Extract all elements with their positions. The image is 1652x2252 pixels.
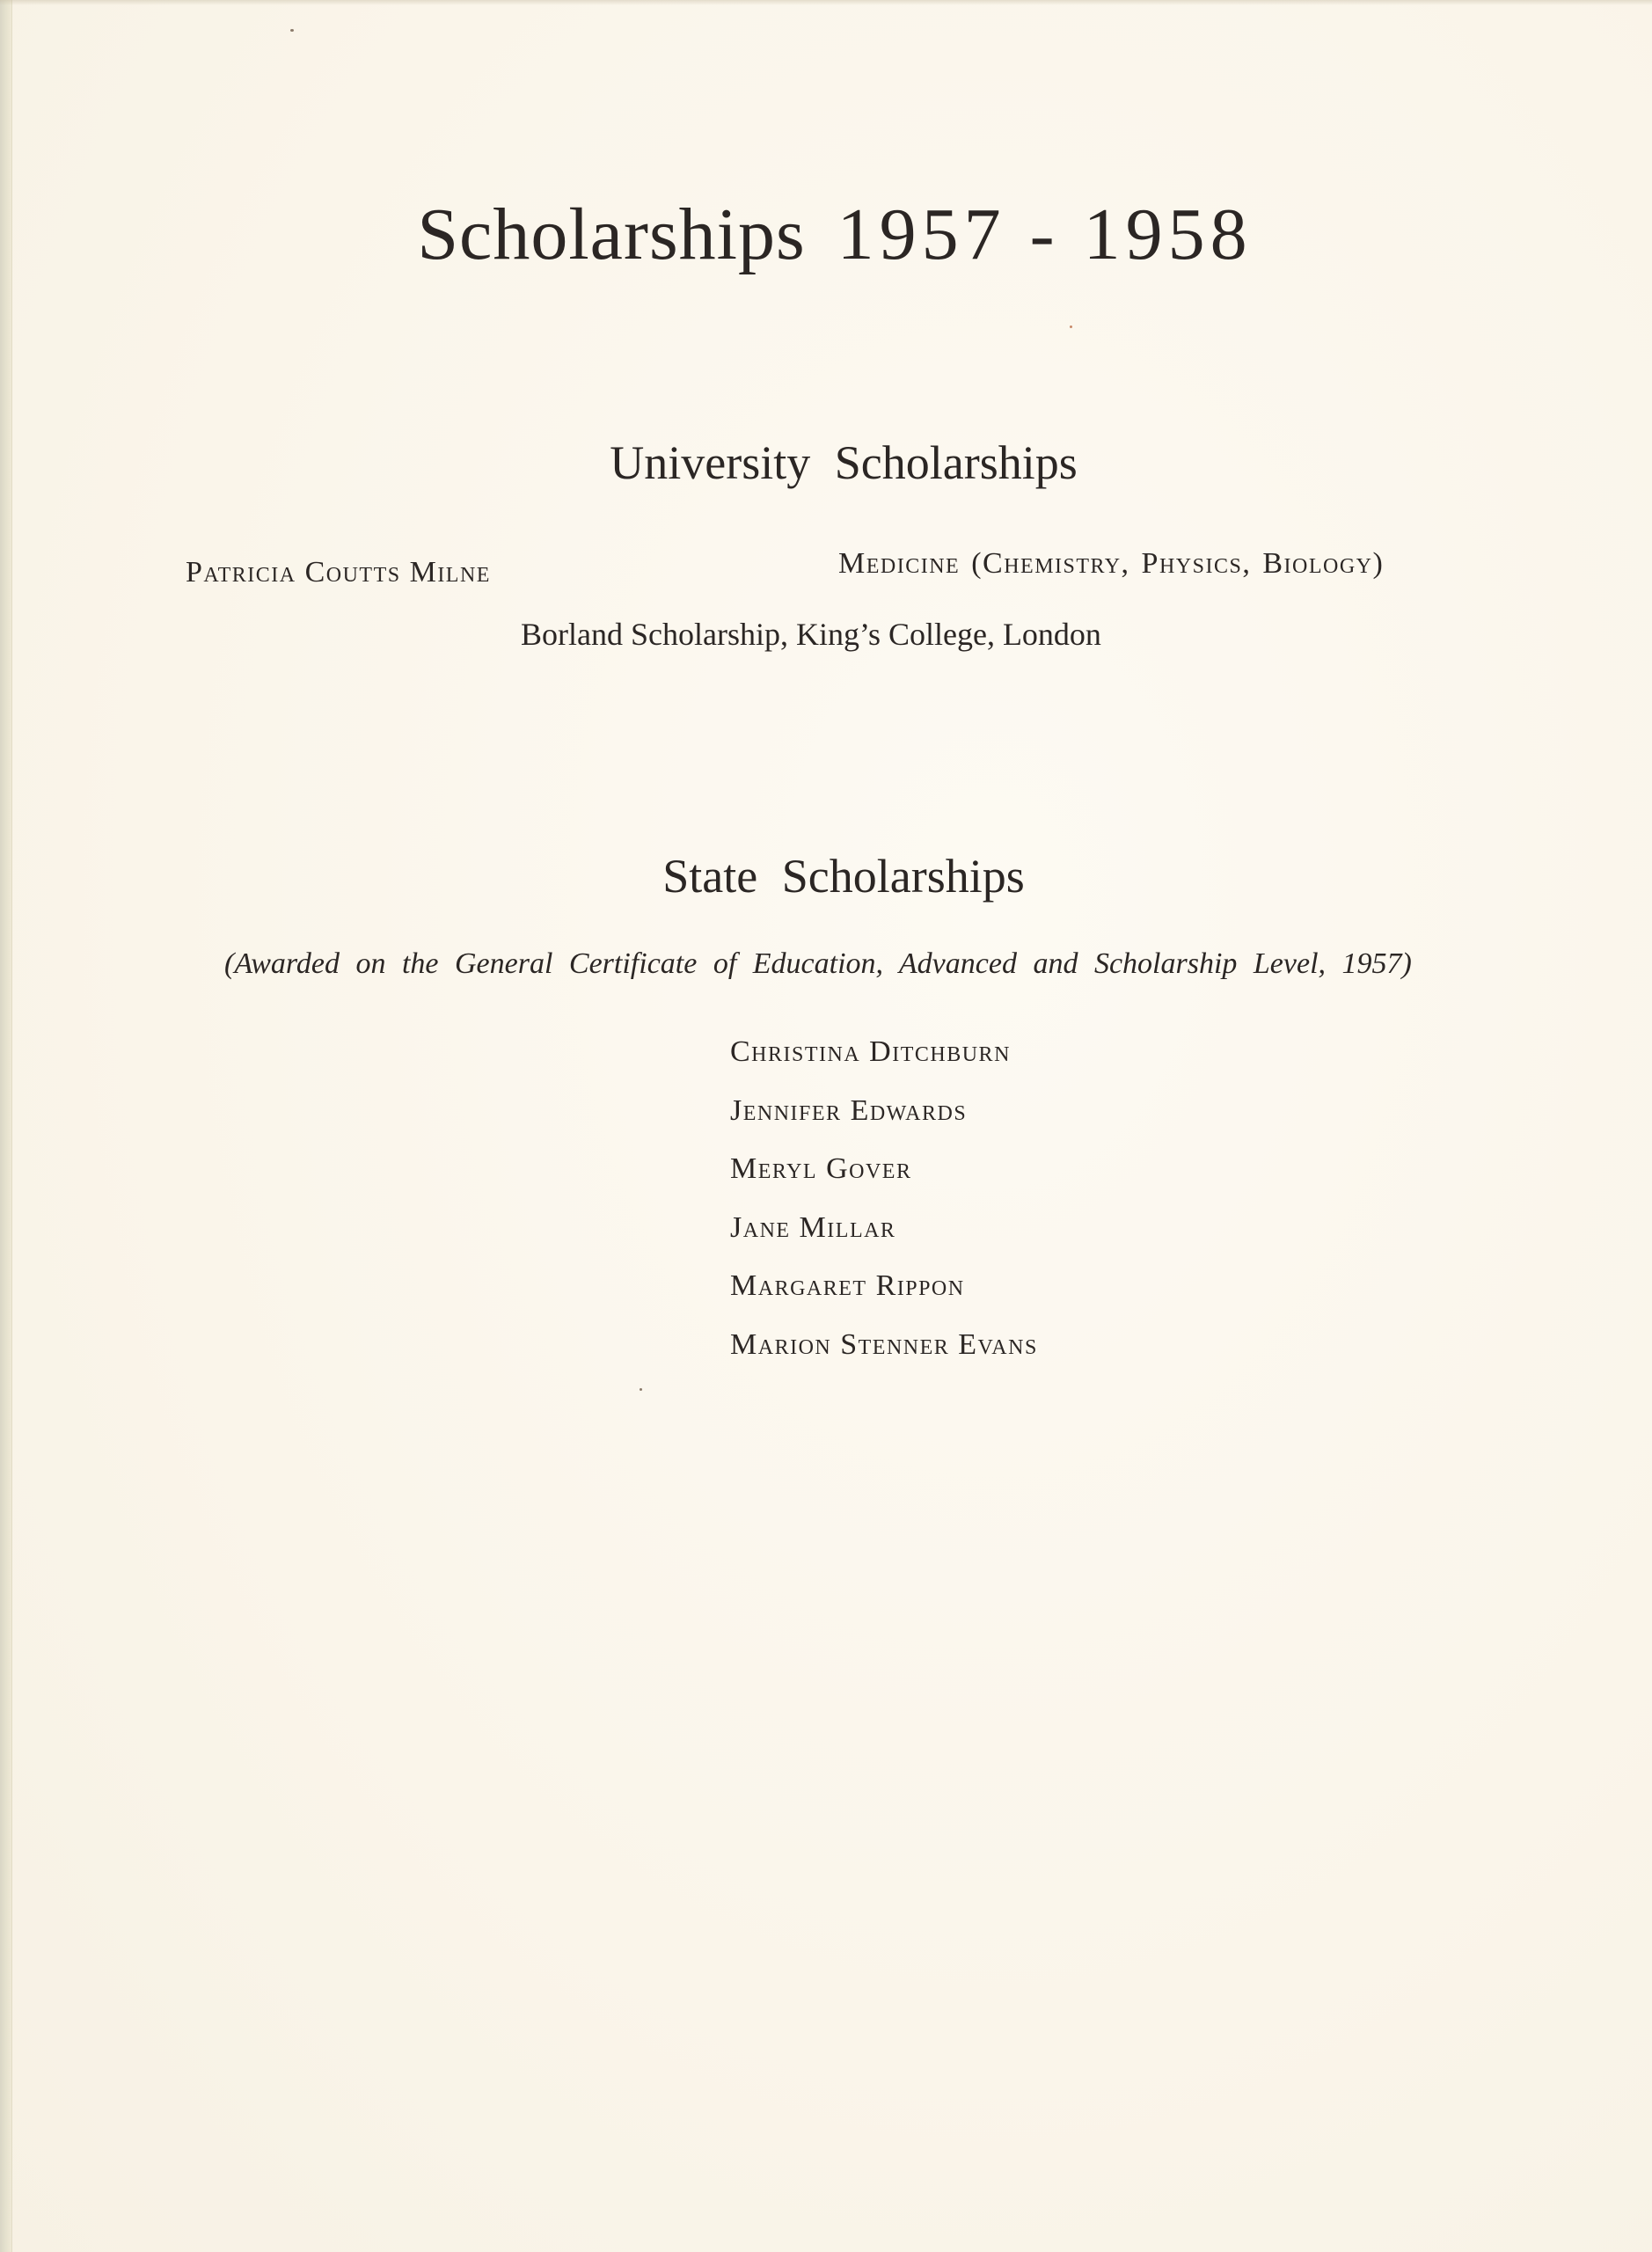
state-scholarships-note: (Awarded on the General Certificate of Education, Advanced and Scholarship Level, 1957)	[224, 947, 1412, 980]
state-recipient: Christina Ditchburn	[730, 1035, 1011, 1068]
title-years: 1957 - 1958	[837, 194, 1253, 275]
title-text: Scholarships	[417, 194, 806, 275]
university-recipient-award: Borland Scholarship, King’s College, London	[521, 617, 1101, 652]
state-recipient: Meryl Gover	[730, 1152, 912, 1185]
state-recipient: Jane Millar	[730, 1210, 896, 1244]
university-recipient-name: Patricia Coutts Milne	[186, 556, 491, 589]
page-top-shadow	[0, 0, 1652, 5]
paper-speck	[640, 1388, 642, 1391]
state-recipient: Jennifer Edwards	[730, 1093, 968, 1127]
state-recipient: Marion Stenner Evans	[730, 1327, 1038, 1361]
paper-speck	[290, 29, 294, 32]
page-edge	[0, 0, 12, 2252]
university-recipient-subject: Medicine (Chemistry, Physics, Biology)	[838, 547, 1385, 580]
state-scholarships-heading: State Scholarships	[662, 850, 1025, 903]
state-recipient: Margaret Rippon	[730, 1269, 965, 1302]
university-scholarships-heading: University Scholarships	[610, 436, 1078, 489]
paper-speck	[1070, 325, 1072, 328]
state-recipients-list	[730, 1035, 1038, 1386]
page-title	[0, 192, 1652, 277]
